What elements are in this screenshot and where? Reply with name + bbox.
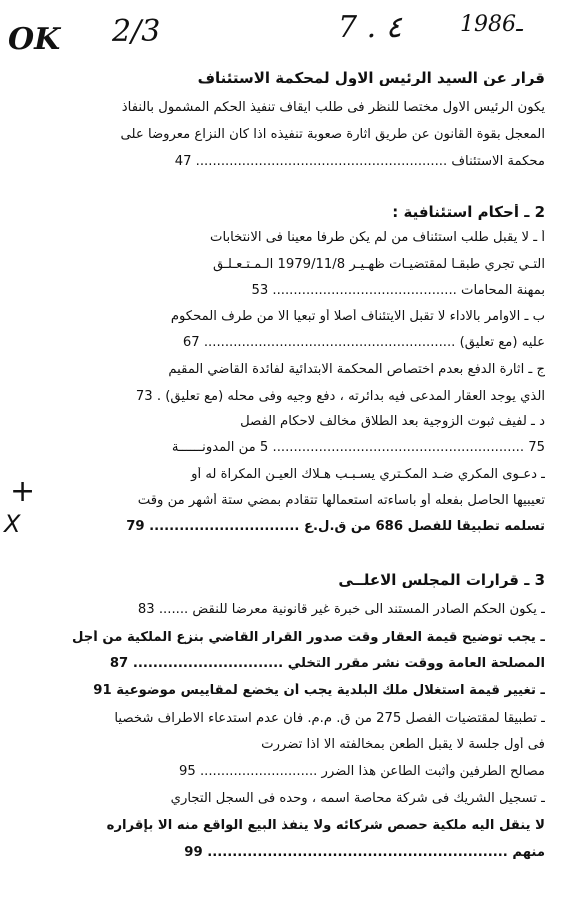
text-line: لا ينقل اليه ملكية حصص شركائه ولا ينفذ البيع الواقع منه الا بإقراره bbox=[106, 818, 545, 833]
text-line: تعيبيها الحاصل بفعله أو باساءته استعمالها تتقادم بمضي ستة أشهر من وقت bbox=[137, 493, 545, 508]
toc-entry: عليه (مع تعليق) ............................................................ 67 bbox=[182, 335, 545, 350]
section-1-heading: قرار عن السيد الرئيس الاول لمحكمة الاستئناف bbox=[197, 70, 545, 86]
toc-entry: ـ يكون الحكم الصادر المستند الى خبرة غير قانونية معرضا للنقض ....... 83 bbox=[137, 602, 545, 617]
text-line: فى أول جلسة لا يقبل الطعن بمخالفته الا اذا تضررت bbox=[261, 737, 545, 752]
text-line: ج ـ اثارة الدفع بعدم اختصاص المحكمة الابتدائية لفائدة القاضي المقيم bbox=[168, 362, 545, 377]
text-line: ـ يجب توضيح قيمة العقار وقت صدور القرار القاضي بنزع الملكية من أجل bbox=[71, 630, 545, 645]
toc-entry: 75 ............................................................ 5 من المدونــــــة bbox=[171, 440, 545, 455]
toc-entry: المصلحة العامة ووقت نشر مقرر التخلي .............................. 87 bbox=[109, 656, 545, 671]
text-line: يكون الرئيس الاول مختصا للنظر فى طلب ايقاف تنفيذ الحكم المشمول بالنفاذ bbox=[121, 100, 545, 115]
text-line: ب ـ الاوامر بالاداء لا تقبل الايتئناف أصلا أو تبعيا الا من طرف المحكوم bbox=[170, 309, 545, 324]
toc-entry: مصالح الطرفين وأثبت الطاعن هذا الضرر ............................ 95 bbox=[178, 764, 545, 779]
text-line: د ـ لفيف ثبوت الزوجية بعد الطلاق مخالف لاحكام الفصل bbox=[240, 414, 545, 429]
toc-entry: بمهنة المحامات ............................................ 53 bbox=[251, 283, 545, 298]
toc-entry: ـ تغيير قيمة استغلال ملك البلدية يجب أن يخضع لمقاييس موضوعية 91 bbox=[93, 683, 545, 698]
toc-entry: الذي يوجد العقار المدعى فيه بدائرته ، دفع وجيه وفى محله (مع تعليق) . 73 bbox=[135, 389, 545, 404]
handwritten-plus: + bbox=[10, 474, 36, 509]
handwritten-x: X bbox=[4, 510, 21, 538]
text-line: التـي تجري طبقـا لمقتضيـات ظهـيـر 1979/11/8 الـمـتـعـلـق bbox=[212, 257, 545, 272]
text-line: المعجل بقوة القانون عن طريق اثارة صعوبة تنفيذه اذا كان النزاع معروضا على bbox=[120, 127, 545, 142]
toc-entry: تسلمه تطبيقا للفصل 686 من ق.ل.ع .............................. 79 bbox=[126, 519, 545, 534]
toc-entry: منهم ............................................................ 99 bbox=[184, 845, 545, 860]
section-3-heading: 3 ـ قرارات المجلس الاعلــى bbox=[338, 572, 545, 588]
handwritten-code: 7 . ٤ bbox=[338, 10, 402, 45]
text-line: ـ تطبيقا لمقتضيات الفصل 275 من ق. م.م. فان عدم استدعاء الاطراف شخصيا bbox=[114, 711, 545, 726]
section-2-heading: 2 ـ أحكام استئنافية : bbox=[392, 204, 545, 220]
text-line: أ ـ لا يقبل طلب استئناف من لم يكن طرفا معينا فى الانتخابات bbox=[210, 230, 545, 245]
handwritten-year: ـ1986 bbox=[460, 12, 523, 37]
text-line: ـ دعـوى المكري ضـد المكـتري يسـبـب هـلاك العيـن المكراة له أو bbox=[191, 467, 545, 482]
handwritten-ok: OK bbox=[8, 22, 61, 57]
handwritten-fraction: 2/3 bbox=[112, 14, 161, 49]
text-line: ـ تسجيل الشريك فى شركة محاصة اسمه ، وحده فى السجل التجاري bbox=[170, 791, 545, 806]
toc-entry: محكمة الاستئناف ............................................................ 47 bbox=[174, 154, 545, 169]
